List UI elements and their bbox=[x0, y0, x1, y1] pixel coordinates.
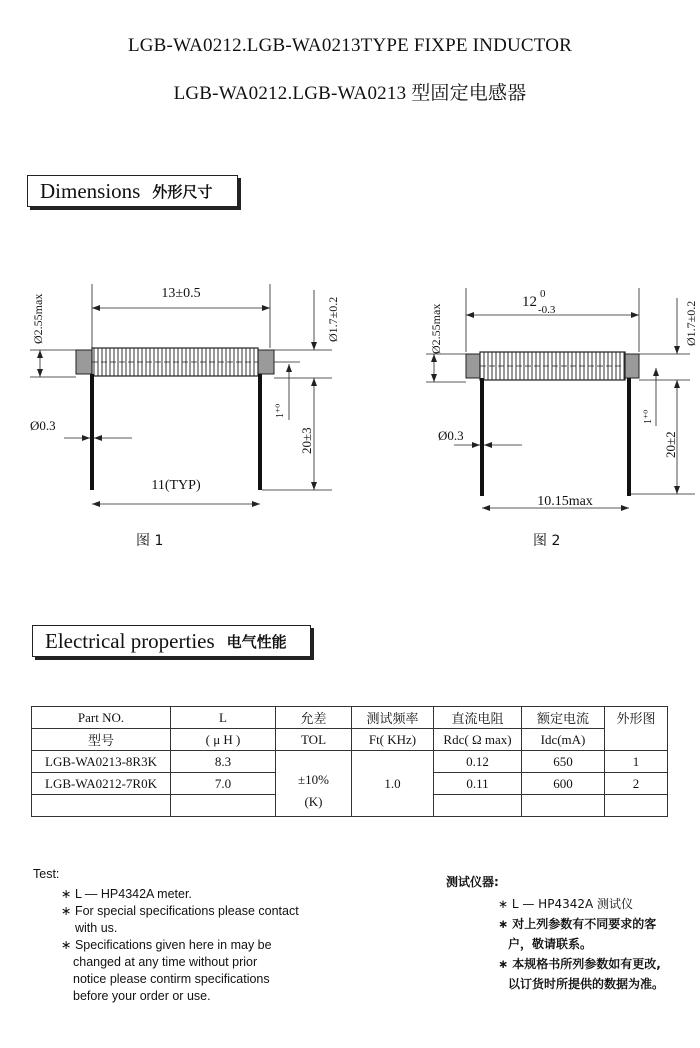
fig2-end-cap-right bbox=[625, 354, 639, 378]
fig2-small-label: 1⁺⁰ bbox=[643, 409, 654, 424]
fig1-end-cap-left bbox=[76, 350, 92, 374]
cell-empty bbox=[32, 795, 171, 817]
notes-en-item: before your order or use. bbox=[73, 989, 211, 1003]
dimensions-label-en: Dimensions bbox=[40, 178, 141, 203]
cell-ft: 1.0 bbox=[352, 751, 434, 817]
cell-l: 7.0 bbox=[171, 773, 276, 795]
header-idc-unit: Idc(mA) bbox=[522, 729, 605, 751]
cell-empty bbox=[434, 795, 522, 817]
cell-part: LGB-WA0212-7R0K bbox=[32, 773, 171, 795]
fig1-lead-dia-label: Ø0.3 bbox=[30, 418, 56, 433]
header-rdc-unit: Rdc( Ω max) bbox=[434, 729, 522, 751]
header-part-cn: 型号 bbox=[32, 729, 171, 751]
fig2-lead-right bbox=[627, 378, 631, 496]
fig2-lead-left bbox=[480, 378, 484, 496]
notes-en-item: notice please contirm specifications bbox=[73, 972, 270, 986]
cell-l: 8.3 bbox=[171, 751, 276, 773]
cell-tol-code: (K) bbox=[304, 793, 323, 809]
fig2-lead-dia-label: Ø0.3 bbox=[438, 428, 464, 443]
fig2-caption: 图 2 bbox=[533, 533, 561, 549]
notes-en-item: changed at any time without prior bbox=[73, 955, 258, 969]
notes-cn-item: ∗ 本规格书所列参数如有更改, bbox=[498, 957, 661, 971]
fig1-lead-left bbox=[90, 374, 94, 490]
notes-cn-item: 以订货时所提供的数据为准。 bbox=[508, 977, 665, 991]
cell-tol bbox=[276, 751, 352, 817]
fig2-length-lower: -0.3 bbox=[538, 304, 556, 316]
notes-en-item: with us. bbox=[75, 921, 118, 935]
fig2-spacing-label: 10.15max bbox=[537, 494, 593, 509]
header-fig-blank bbox=[605, 729, 668, 751]
fig2-lead-offset-label: Ø1.7±0.2 bbox=[684, 300, 698, 346]
notes-cn-item: ∗ L — HP4342A 测试仪 bbox=[498, 897, 634, 911]
cell-idc: 650 bbox=[522, 751, 605, 773]
header-fig: 外形图 bbox=[605, 707, 668, 729]
fig1-diameter-label: Ø2.55max bbox=[31, 293, 45, 344]
header-idc: 额定电流 bbox=[522, 707, 605, 729]
cell-idc: 600 bbox=[522, 773, 605, 795]
header-tol: 允差 bbox=[276, 707, 352, 729]
cell-empty bbox=[605, 795, 668, 817]
table-header-row-bottom bbox=[32, 729, 668, 751]
electrical-label-cn: 电气性能 bbox=[226, 632, 287, 651]
cell-part: LGB-WA0213-8R3K bbox=[32, 751, 171, 773]
notes-cn-title: 测试仪器: bbox=[446, 875, 499, 889]
fig2-end-cap-left bbox=[466, 354, 480, 378]
notes-cn-item: 户，敬请联系。 bbox=[508, 937, 593, 951]
header-l-unit: ( μ H ) bbox=[171, 729, 276, 751]
header-tol-en: TOL bbox=[276, 729, 352, 751]
header-rdc: 直流电阻 bbox=[434, 707, 522, 729]
fig1-lead-offset-label: Ø1.7±0.2 bbox=[326, 296, 340, 342]
title-en: LGB-WA0212.LGB-WA0213TYPE FIXPE INDUCTOR bbox=[127, 35, 573, 56]
fig1-length-label: 13±0.5 bbox=[161, 286, 201, 301]
figure-1-drawing bbox=[0, 270, 350, 560]
electrical-section-header bbox=[32, 625, 311, 657]
notes-cn-item: ∗ 对上列参数有不同要求的客 bbox=[498, 917, 657, 931]
electrical-table bbox=[31, 706, 668, 817]
figure-2-drawing bbox=[350, 270, 700, 560]
fig1-end-cap-right bbox=[258, 350, 274, 374]
notes-en-item: ∗ Specifications given here in may be bbox=[61, 938, 272, 952]
notes-en-item: ∗ L — HP4342A meter. bbox=[61, 887, 192, 901]
dimensions-label-cn: 外形尺寸 bbox=[152, 182, 213, 201]
fig1-lead-right bbox=[258, 374, 262, 490]
header-ft: 测试频率 bbox=[352, 707, 434, 729]
title-cn: LGB-WA0212.LGB-WA0213 型固定电感器 bbox=[173, 83, 527, 104]
fig2-length-upper: 0 bbox=[540, 288, 546, 300]
header-part: Part NO. bbox=[32, 707, 171, 729]
header-ft-unit: Ft( KHz) bbox=[352, 729, 434, 751]
electrical-label-en: Electrical properties bbox=[45, 628, 215, 653]
fig2-lead-len-label: 20±2 bbox=[663, 431, 678, 458]
header-l: L bbox=[171, 707, 276, 729]
notes-en bbox=[33, 866, 363, 1005]
fig2-length-main: 12 bbox=[522, 294, 537, 310]
table-header-row-top bbox=[32, 707, 668, 729]
dimensions-section-header bbox=[27, 175, 238, 207]
notes-en-item: ∗ For special specifications please contact bbox=[61, 904, 299, 918]
notes-cn bbox=[446, 872, 696, 994]
fig1-small-label: 1⁺⁰ bbox=[275, 403, 286, 418]
table-row bbox=[32, 751, 668, 773]
cell-fig: 1 bbox=[605, 751, 668, 773]
cell-rdc: 0.11 bbox=[434, 773, 522, 795]
cell-empty bbox=[522, 795, 605, 817]
cell-empty bbox=[171, 795, 276, 817]
fig1-lead-len-label: 20±3 bbox=[299, 427, 314, 454]
fig1-caption: 图 1 bbox=[136, 533, 164, 549]
fig1-spacing-label: 11(TYP) bbox=[151, 478, 201, 493]
cell-fig: 2 bbox=[605, 773, 668, 795]
cell-rdc: 0.12 bbox=[434, 751, 522, 773]
notes-en-title: Test: bbox=[33, 867, 60, 881]
fig2-diameter-label: Ø2.55max bbox=[429, 303, 443, 354]
cell-tol-value: ±10% bbox=[298, 771, 329, 787]
